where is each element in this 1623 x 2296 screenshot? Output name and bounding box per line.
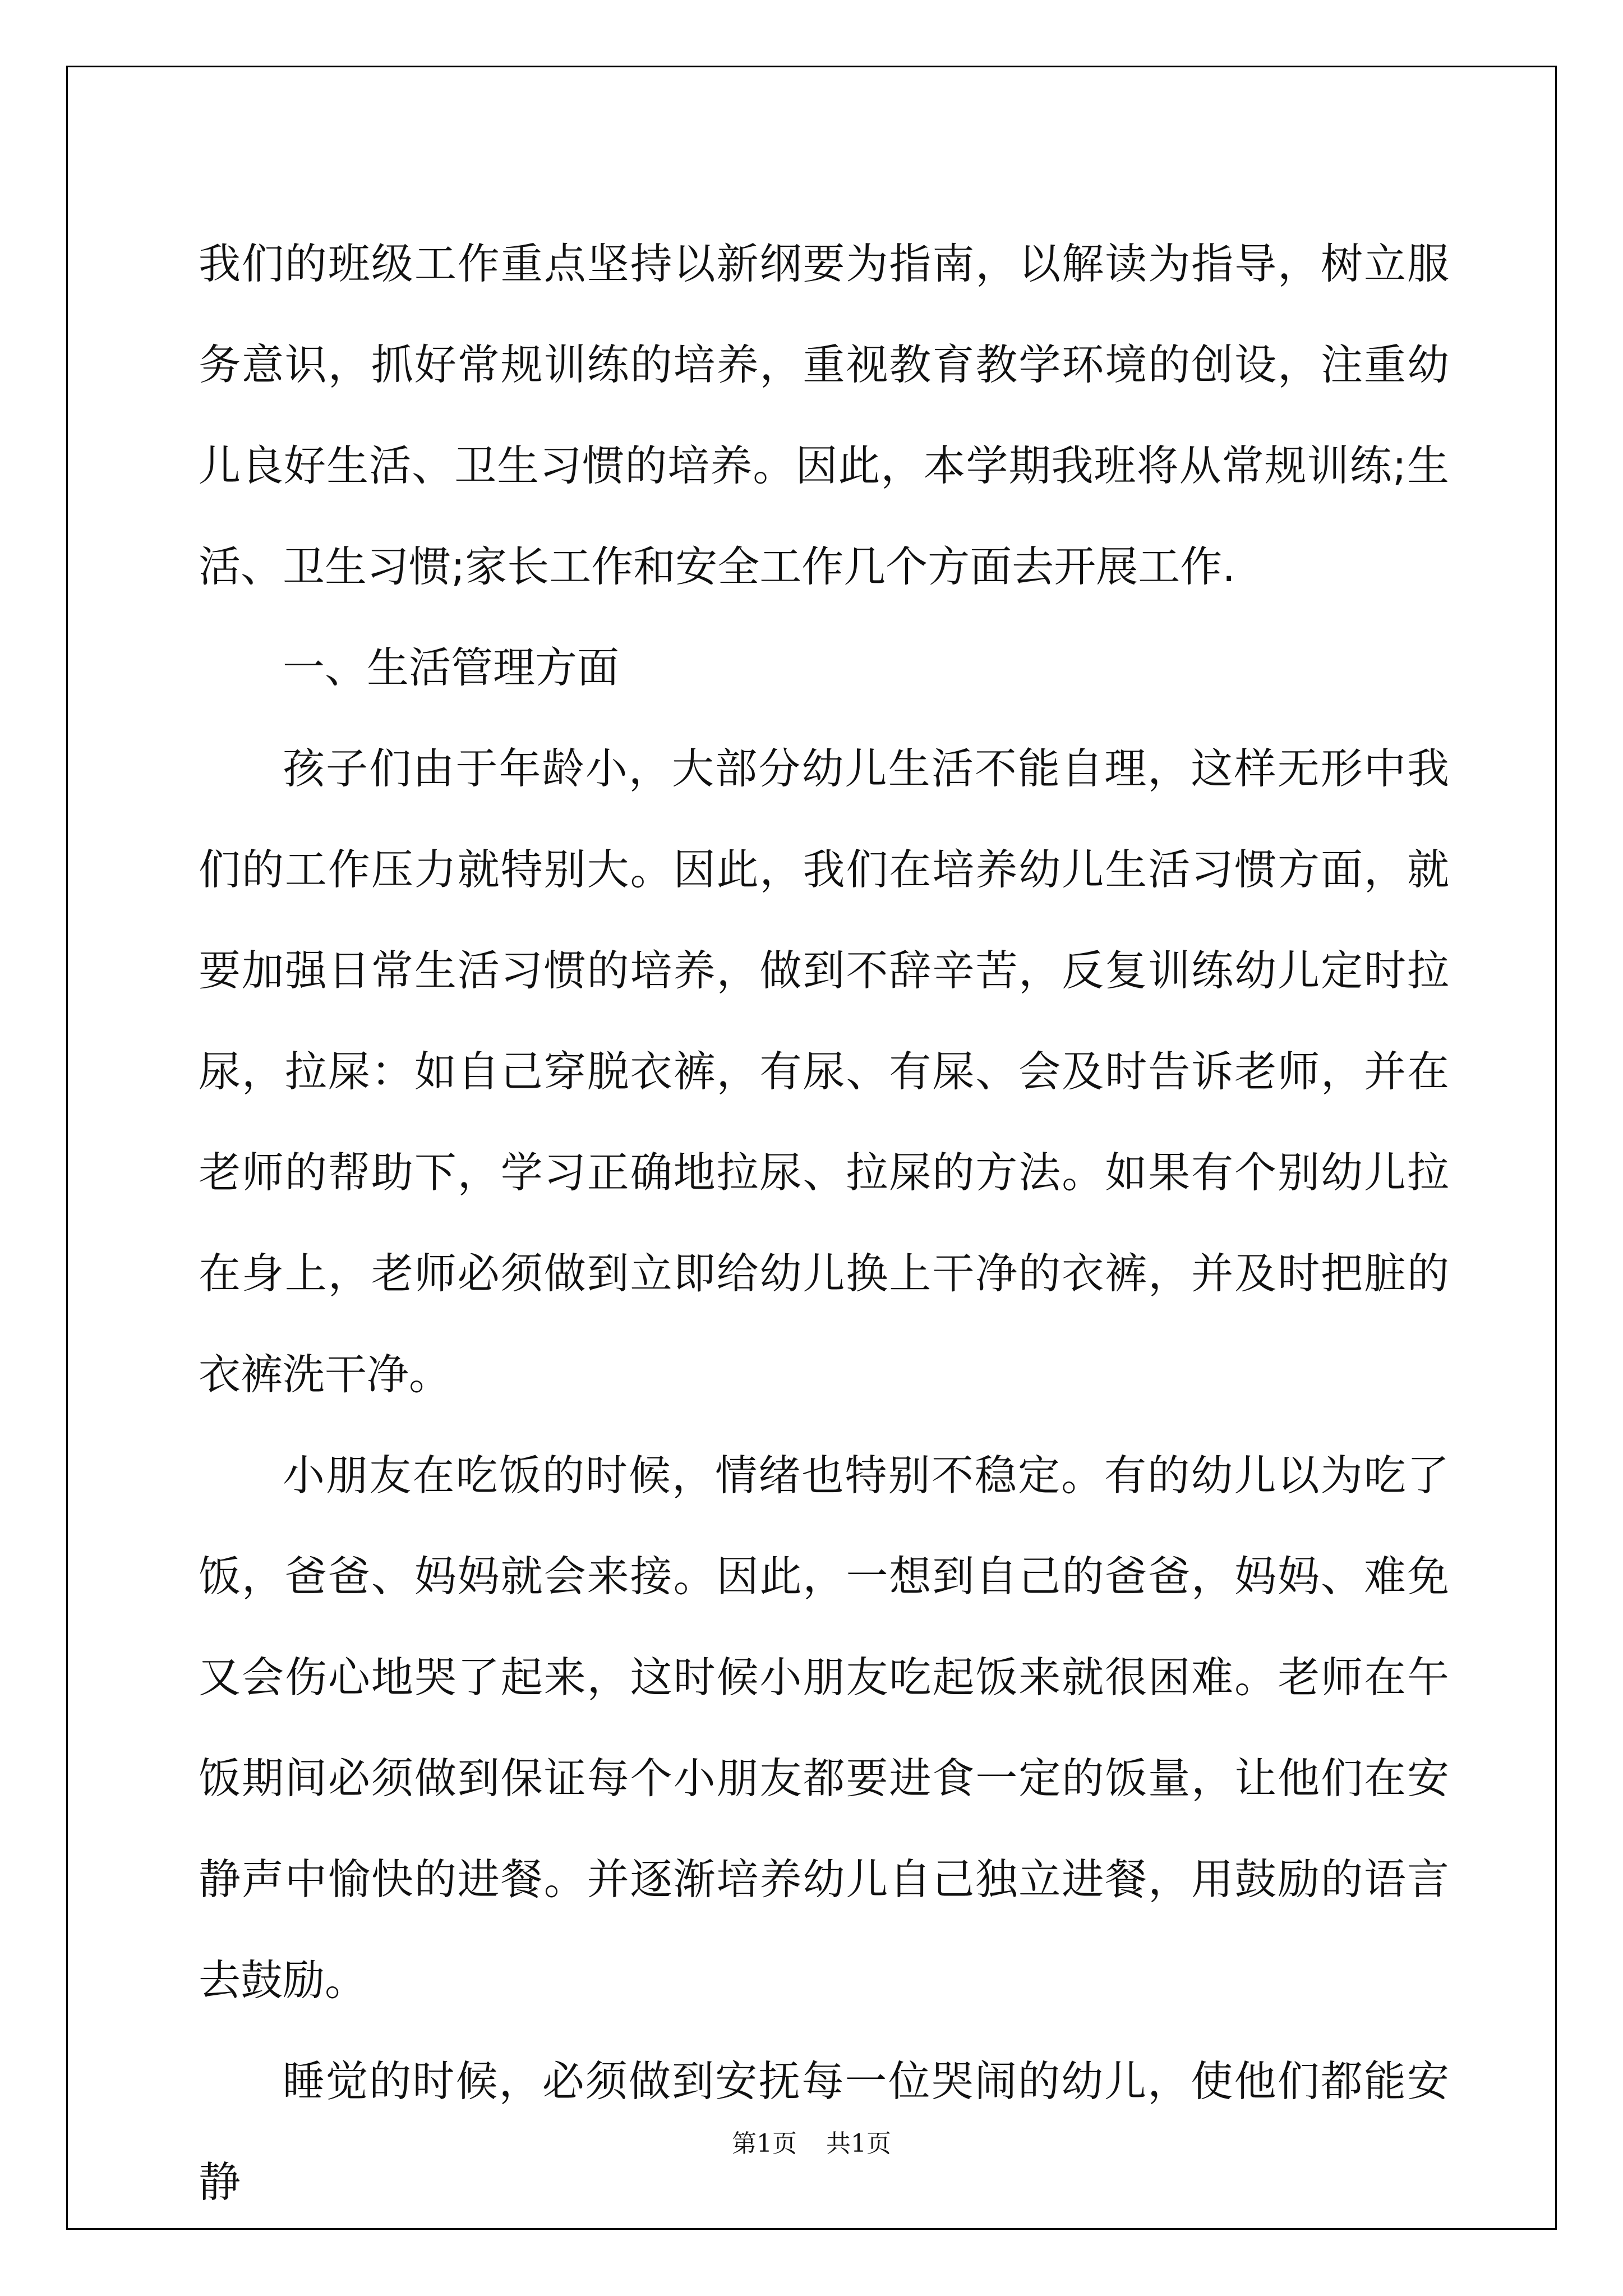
paragraph-meals: 小朋友在吃饭的时候，情绪也特别不稳定。有的幼儿以为吃了饭，爸爸、妈妈就会来接。因此，一想到自己的爸爸，妈妈、难免又会伤心地哭了起来，这时候小朋友吃起饭来就很困难。老师在午饭期间必须做到保证每个小朋友都要进食一定的饭量，让他们在安静声中愉快的进餐。并逐渐培养幼儿自己独立进餐，用鼓励的语言去鼓励。 — [199, 1451, 1449, 2005]
paragraph-sleep: 睡觉的时候，必须做到安抚每一位哭闹的幼儿，使他们都能安静 — [199, 2056, 1449, 2207]
page-total: 共1页 — [826, 2129, 891, 2158]
document-body — [199, 213, 1449, 2233]
paragraph-toileting: 孩子们由于年龄小，大部分幼儿生活不能自理，这样无形中我们的工作压力就特别大。因此，我们在培养幼儿生活习惯方面，就要加强日常生活习惯的培养，做到不辞辛苦，反复训练幼儿定时拉尿，拉屎：如自己穿脱衣裤，有尿、有屎、会及时告诉老师，并在老师的帮助下，学习正确地拉尿、拉屎的方法。如果有个别幼儿拉在身上，老师必须做到立即给幼儿换上干净的衣裤，并及时把脏的衣裤洗干净。 — [199, 744, 1449, 1399]
page-number: 第1页 — [732, 2129, 797, 2158]
page-footer — [0, 2127, 1623, 2161]
paragraph-intro: 我们的班级工作重点坚持以新纲要为指南，以解读为指导，树立服务意识，抓好常规训练的培养，重视教育教学环境的创设，注重幼儿良好生活、卫生习惯的培养。因此，本学期我班将从常规训练;生活、卫生习惯;家长工作和安全工作几个方面去开展工作. — [199, 239, 1449, 591]
section-heading: 一、生活管理方面 — [283, 643, 620, 692]
